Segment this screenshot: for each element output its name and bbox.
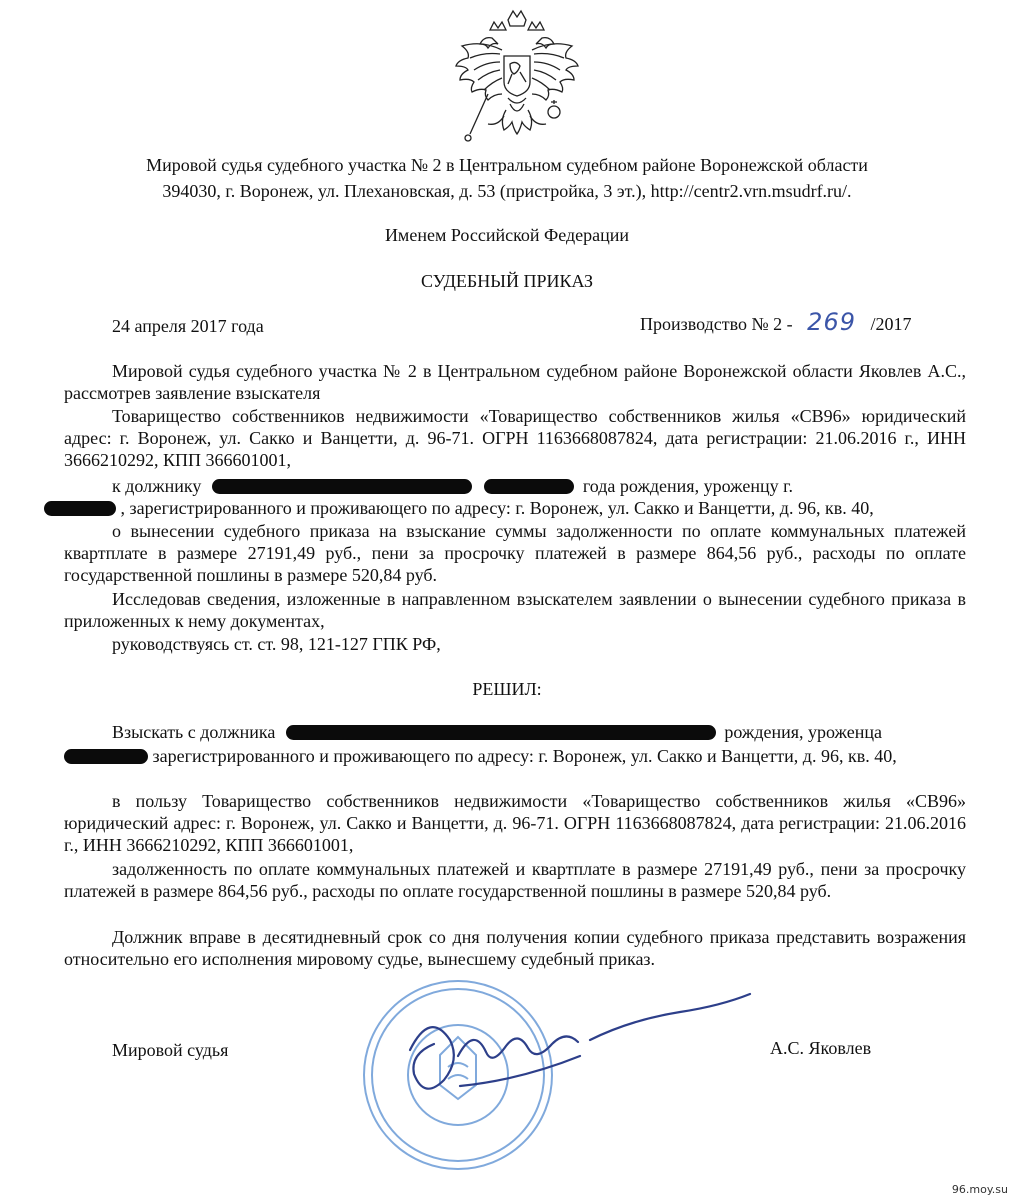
court-name-line: Мировой судья судебного участка № 2 в Центральном судебном районе Воронежской области — [146, 155, 868, 175]
redacted-debtor-name — [212, 479, 472, 494]
in-name-of-federation: Именем Российской Федерации — [384, 225, 630, 245]
paragraph-legal-basis: руководствуясь ст. ст. 98, 121-127 ГПК РФ, — [112, 634, 441, 654]
coat-of-arms-icon — [452, 8, 582, 158]
order-date: 24 апреля 2017 года — [112, 316, 264, 336]
case-number — [640, 310, 912, 336]
redacted-debtor-birthplace — [64, 749, 148, 764]
case-number-suffix: /2017 — [870, 314, 912, 334]
judge-name: А.С. Яковлев — [770, 1038, 872, 1058]
court-address-line: 394030, г. Воронеж, ул. Плехановская, д. 53 (пристройка, 3 эт.), http://centr2.vrn.msudrf.ru/. — [162, 181, 852, 201]
judge-signature — [400, 990, 760, 1110]
paragraph-subject: о вынесении судебного приказа на взыскание суммы задолженности по оплате коммунальных платежей квартплате в размере 27191,49 руб., пени за просрочку платежей в размере 864,56 руб., расходы по оплате государственной пошлины в размере 520,84 руб. — [64, 521, 966, 585]
paragraph-debtor-line2: , зарегистрированного и проживающего по адресу: г. Воронеж, ул. Сакко и Ванцетти, д. 96, кв. 40, — [44, 496, 874, 520]
case-number-handwritten: 269 — [807, 308, 856, 336]
paragraph-debtor-line1: к должнику года рождения, уроженцу г. — [112, 476, 793, 496]
ruling-debtor-line1: Взыскать с должника рождения, уроженца — [112, 722, 883, 742]
redacted-birth-date — [484, 479, 574, 494]
site-watermark: 96.moy.su — [951, 1183, 1008, 1196]
redacted-debtor-full-name — [286, 725, 716, 740]
ruling-objection-right: Должник вправе в десятидневный срок со дня получения копии судебного приказа представить возражения относительно его исполнения мировому судье, вынесшему судебный приказ. — [64, 927, 966, 969]
paragraph-intro: Мировой судья судебного участка № 2 в Центральном судебном районе Воронежской области Яковлев А.С., рассмотрев заявление взыскателя — [64, 361, 966, 403]
redacted-birthplace — [44, 501, 116, 516]
ruling-amounts: задолженность по оплате коммунальных платежей и квартплате в размере 27191,49 руб., пени за просрочку платежей в размере 864,56 руб., расходы по оплате государственной пошлины в размере 520,84 руб. — [64, 859, 966, 901]
case-number-prefix: Производство № 2 - — [640, 314, 793, 334]
document-title: СУДЕБНЫЙ ПРИКАЗ — [420, 271, 594, 291]
ruling-in-favor: в пользу Товарищество собственников недвижимости «Товарищество собственников жилья «СВ96» юридический адрес: г. Воронеж, ул. Сакко и Ванцетти, д. 96-71. ОГРН 1163668087824, дата регистрации: 21.06.2016 г., ИНН 3666210292, КПП 366601001, — [64, 791, 966, 855]
ruling-debtor-line2: зарегистрированного и проживающего по адресу: г. Воронеж, ул. Сакко и Ванцетти, д. 96, кв. 40, — [64, 744, 897, 768]
judge-title: Мировой судья — [112, 1040, 229, 1060]
decision-heading: РЕШИЛ: — [472, 679, 542, 699]
paragraph-examined: Исследовав сведения, изложенные в направленном взыскателем заявлении о вынесении судебного приказа в приложенных к нему документах, — [64, 589, 966, 631]
paragraph-claimant: Товарищество собственников недвижимости «Товарищество собственников жилья «СВ96» юридический адрес: г. Воронеж, ул. Сакко и Ванцетти, д. 96-71. ОГРН 1163668087824, дата регистрации: 21.06.2016 г., ИНН 3666210292, КПП 366601001, — [64, 406, 966, 470]
